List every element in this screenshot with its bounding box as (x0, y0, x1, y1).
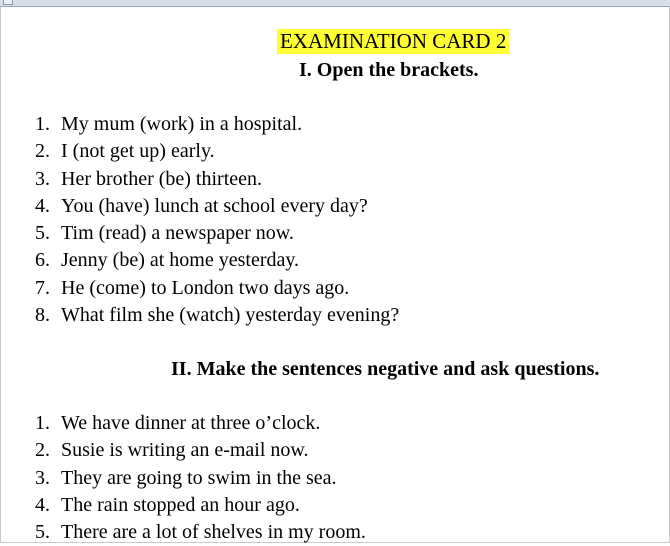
item-number: 6. (35, 249, 50, 272)
item-text: Tim (read) a newspaper now. (61, 222, 294, 245)
list-item (35, 193, 399, 220)
item-text: Susie is writing an e-mail now. (61, 439, 309, 462)
section-1-list (35, 111, 399, 329)
list-item (35, 220, 399, 247)
item-number: 5. (35, 222, 50, 245)
item-number: 8. (35, 304, 50, 327)
list-item (35, 247, 399, 274)
list-item (35, 410, 366, 437)
item-text: The rain stopped an hour ago. (61, 493, 300, 516)
item-number: 2. (35, 140, 50, 163)
item-number: 3. (35, 466, 50, 489)
item-text: My mum (work) in a hospital. (61, 113, 303, 135)
item-number: 2. (35, 439, 50, 462)
item-text: Her brother (be) thirteen. (61, 167, 263, 190)
item-text: You (have) lunch at school every day? (61, 194, 368, 217)
item-text: I (not get up) early. (61, 140, 215, 163)
list-item (35, 166, 399, 193)
list-item (35, 302, 399, 329)
section-2-title: II. Make the sentences negative and ask questions. (171, 358, 600, 380)
section-2-list (35, 410, 366, 546)
item-text: What film she (watch) yesterday evening? (61, 304, 400, 327)
item-number: 3. (35, 167, 50, 190)
list-item (35, 519, 366, 546)
item-text: We have dinner at three o’clock. (61, 412, 321, 434)
item-number: 4. (35, 194, 50, 217)
list-item (35, 437, 366, 464)
item-text: He (come) to London two days ago. (61, 276, 350, 299)
item-text: They are going to swim in the sea. (61, 466, 337, 489)
list-item (35, 465, 366, 492)
list-item (35, 138, 399, 165)
list-item (35, 492, 366, 519)
item-text: Jenny (be) at home yesterday. (61, 249, 300, 272)
ruler-indent-marker[interactable] (3, 0, 13, 5)
section-1-title: I. Open the brackets. (299, 59, 479, 81)
document-page (0, 7, 670, 543)
item-number: 5. (35, 521, 50, 544)
ruler-bar (0, 0, 670, 7)
item-text: There are a lot of shelves in my room. (61, 521, 366, 544)
card-title: EXAMINATION CARD 2 (277, 29, 509, 54)
item-number: 7. (35, 276, 50, 299)
item-number: 1. (35, 113, 50, 135)
item-number: 1. (35, 412, 50, 434)
item-number: 4. (35, 493, 50, 516)
list-item (35, 275, 399, 302)
list-item (35, 111, 399, 138)
